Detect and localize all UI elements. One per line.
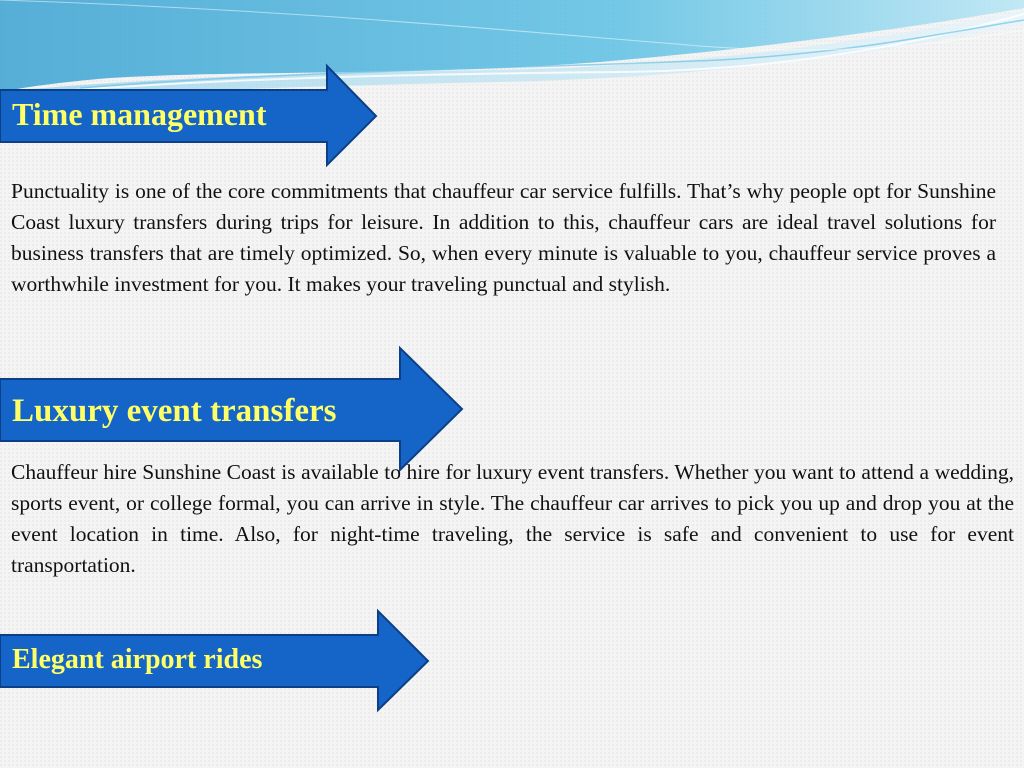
section-heading: Time management <box>12 96 267 132</box>
arrow-heading-time-management <box>0 66 378 166</box>
section-paragraph-time-management: Punctuality is one of the core commitments that chauffeur car service fulfills. That’s why people opt for Sunshine Coast luxury transfers during trips for leisure. In addition to this, chauffeur cars are ideal travel solutions for business transfers that are timely optimized. So, when every minute is valuable to you, chauffeur service proves a worthwhile investment for you. It makes your traveling punctual and stylish. <box>11 179 996 296</box>
section-heading: Luxury event transfers <box>12 393 337 429</box>
arrow-heading-luxury-event-transfers <box>0 347 464 471</box>
section-heading: Elegant airport rides <box>12 644 263 675</box>
section-paragraph-luxury-event-transfers: Chauffeur hire Sunshine Coast is available to hire for luxury event transfers. Whether you want to attend a wedding, sports event, or college formal, you can arrive in style. The chauffeur car arrives to pick you up and drop you at the event location in time. Also, for night-time traveling, the service is safe and convenient to use for event transportation. <box>11 460 1014 577</box>
arrow-heading-elegant-airport-rides <box>0 611 430 711</box>
